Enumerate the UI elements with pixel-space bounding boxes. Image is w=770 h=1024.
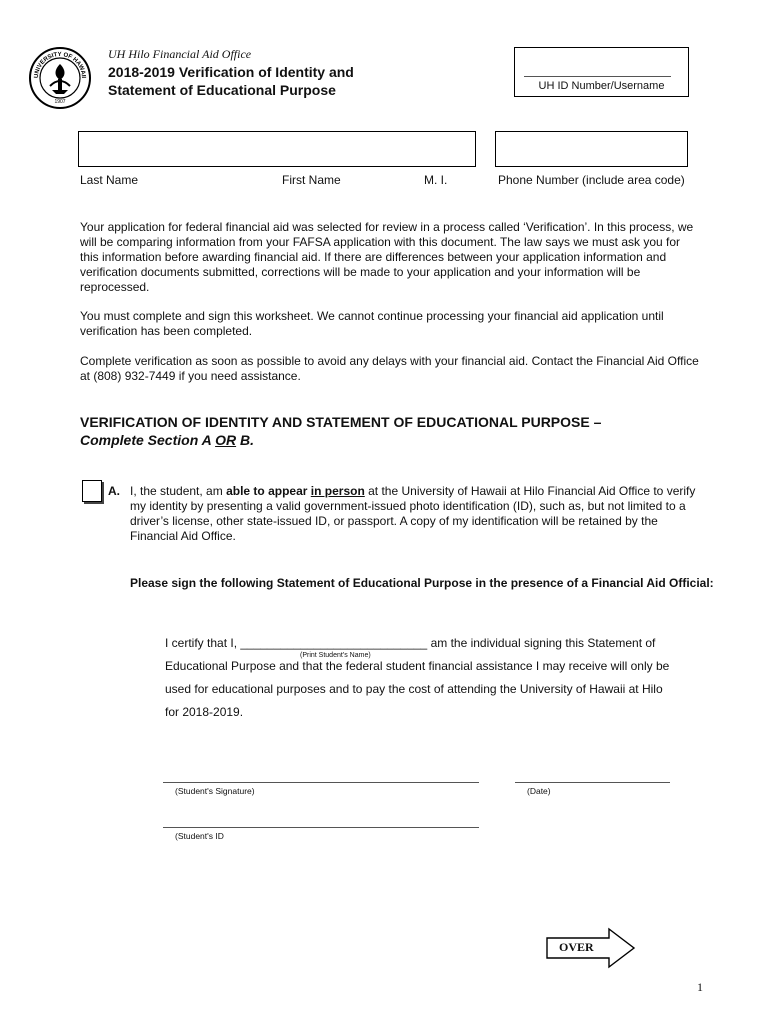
print-name-caption: (Print Student’s Name) — [300, 652, 371, 659]
intro-paragraph-1: Your application for federal financial aid was selected for review in a process called ‘Verification’. In this process, we will be comparing information from your FAFSA application with this document. The law says we must ask you for this information before awarding financial aid. If there are differences between your application information and verification documents submitted, corrections will be made to your application and your information will be reprocessed. — [80, 220, 694, 294]
section-heading: VERIFICATION OF IDENTITY AND STATEMENT OF EDUCATIONAL PURPOSE – — [80, 414, 602, 430]
first-name-label: First Name — [282, 173, 341, 187]
office-name: UH Hilo Financial Aid Office — [108, 47, 252, 61]
sign-instruction: Please sign the following Statement of Educational Purpose in the presence of a Financial Aid Official: — [130, 576, 714, 590]
certify-line-1 — [165, 636, 655, 650]
certify-text-b: am the individual signing this Statement of — [427, 636, 656, 650]
middle-initial-label: M. I. — [424, 173, 448, 187]
section-sub-suffix: B. — [236, 432, 254, 448]
certify-line-3: used for educational purposes and to pay the cost of attending the University of Hawaii at Hilo — [165, 682, 663, 696]
form-title-line1: 2018-2019 Verification of Identity and — [108, 64, 354, 80]
option-a-text-rest: at the University of Hawaii at Hilo Financial Aid Office to verify my identity by presenting a valid government-issued photo identification (ID), such as, but not limited to a driver’s license, other state-issued ID, or passport. A copy of my identification will be retained by the Financial Aid Office. — [130, 484, 696, 543]
seal-text-top: UNIVERSITY OF HAWAII — [33, 51, 87, 79]
option-a-text — [130, 484, 700, 544]
option-a-label: A. — [108, 484, 120, 498]
signature-label: (Student's Signature) — [175, 786, 255, 796]
uh-id-field[interactable] — [514, 47, 689, 97]
uh-id-label: UH ID Number/Username — [538, 80, 665, 92]
university-seal-logo — [28, 46, 92, 110]
page-number: 1 — [697, 980, 703, 994]
over-label: OVER — [559, 940, 594, 954]
section-sub-prefix: Complete Section A — [80, 432, 216, 448]
student-id-label: (Student's ID — [175, 831, 224, 841]
phone-input-box[interactable] — [495, 131, 688, 167]
section-sub-or: OR — [215, 432, 237, 448]
option-a-text-bold: able to appear — [226, 484, 311, 498]
section-subheading — [80, 432, 254, 448]
certify-text-a: I certify that I, — [165, 636, 241, 650]
date-label: (Date) — [527, 786, 551, 796]
date-line[interactable] — [515, 782, 670, 783]
seal-text-bottom: 1907 — [54, 99, 66, 105]
option-a-text-in-person: in person — [310, 484, 365, 498]
intro-paragraph-2: You must complete and sign this worksheet. We cannot continue processing your financial aid application until verification has been completed. — [80, 309, 664, 338]
over-arrow — [543, 926, 637, 970]
certify-line-2: Educational Purpose and that the federal student financial assistance I may receive will only be — [165, 659, 670, 673]
last-name-label: Last Name — [80, 173, 139, 187]
uh-id-underline — [524, 76, 671, 77]
print-name-blank[interactable]: ____________________________ — [240, 636, 428, 650]
name-input-box[interactable] — [78, 131, 476, 167]
signature-line[interactable] — [163, 782, 479, 783]
option-a-checkbox[interactable] — [82, 480, 102, 502]
phone-label: Phone Number (include area code) — [498, 173, 685, 187]
student-id-line[interactable] — [163, 827, 479, 828]
intro-paragraph-3: Complete verification as soon as possible to avoid any delays with your financial aid. Contact the Financial Aid Office at (808) 932-7449 if you need assistance. — [80, 354, 699, 383]
form-title-line2: Statement of Educational Purpose — [108, 82, 336, 98]
option-a-text-1: I, the student, am — [130, 484, 227, 498]
certify-line-4: for 2018-2019. — [165, 705, 244, 719]
